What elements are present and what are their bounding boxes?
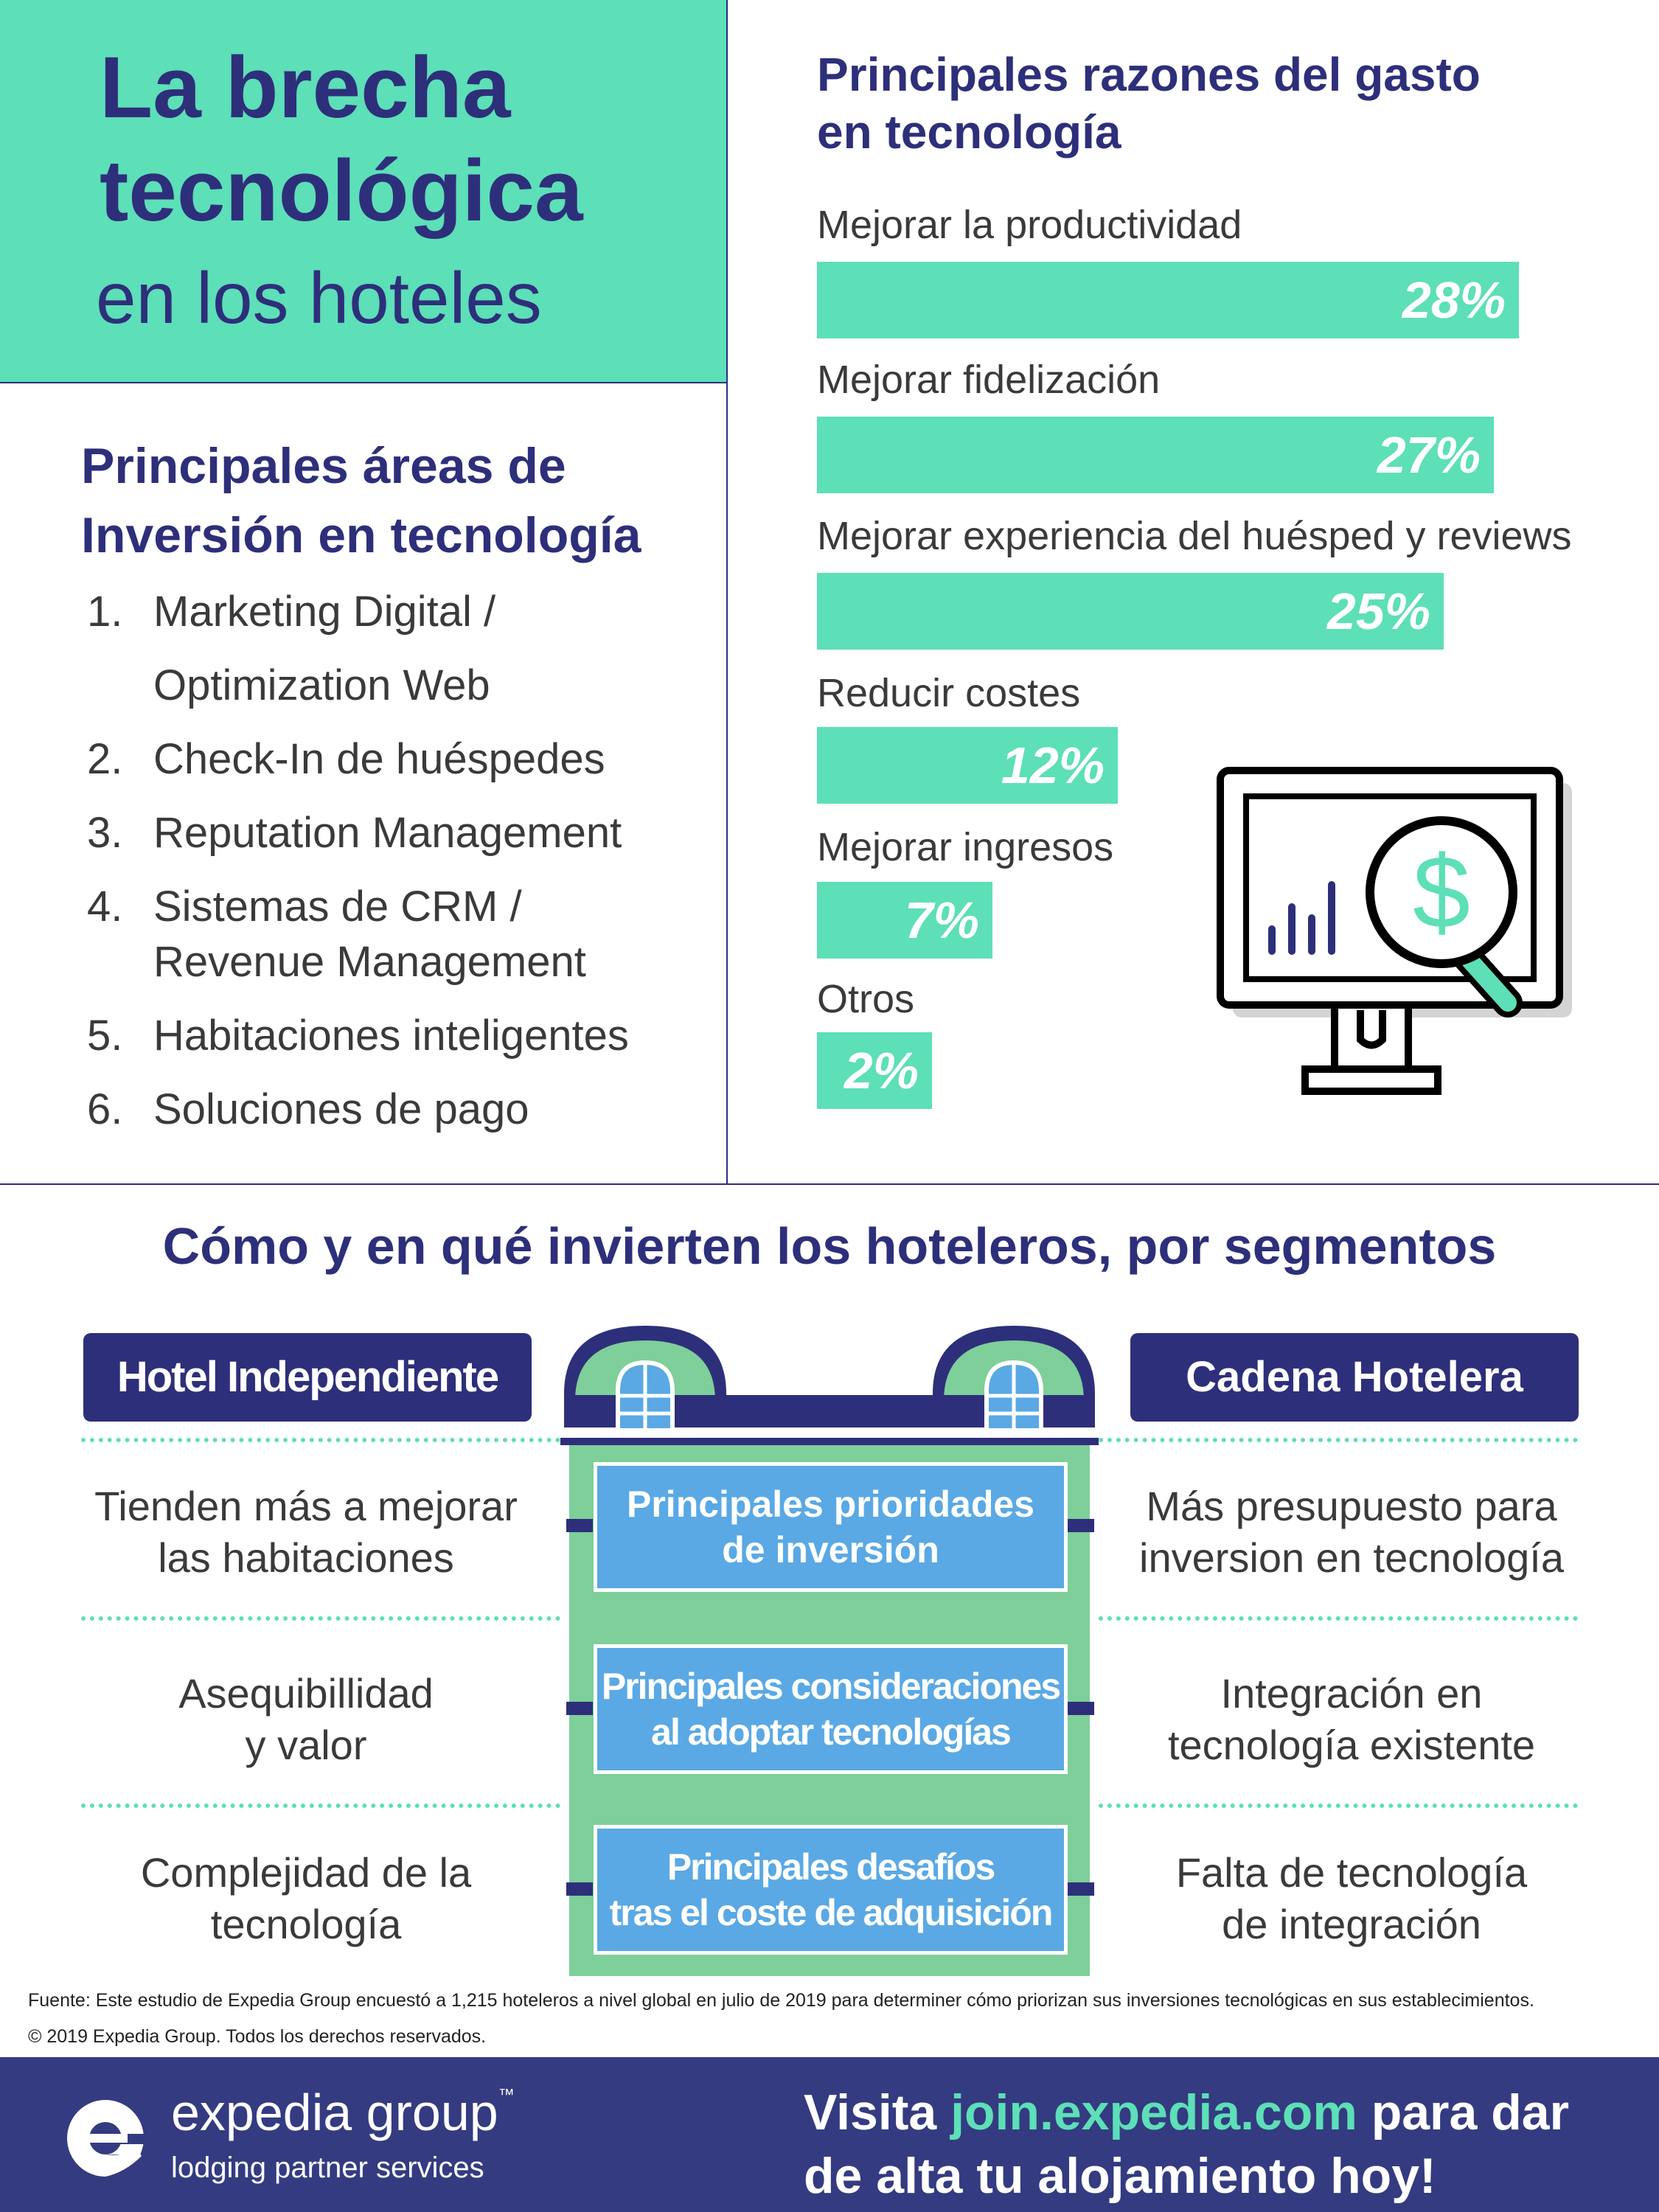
segment-text-line-1: Tienden más a mejorar	[94, 1483, 518, 1529]
reason-bar	[817, 882, 992, 959]
reason-label: Mejorar experiencia del huésped y reviews	[817, 514, 1572, 558]
dotted-divider	[81, 1616, 560, 1621]
reasons-heading	[817, 46, 1628, 161]
area-text-continued: Optimization Web	[153, 661, 490, 709]
connector-right	[1068, 1882, 1094, 1896]
reason-label: Mejorar fidelización	[817, 358, 1161, 402]
reasons-heading-line-2: en tecnología	[817, 105, 1121, 159]
reason-bar	[817, 727, 1118, 804]
monitor-dollar-magnifier-icon	[1217, 767, 1600, 1113]
dotted-divider	[81, 1438, 560, 1442]
trademark-symbol: ™	[498, 2085, 515, 2104]
reason-label: Reducir costes	[817, 671, 1081, 715]
center-box-investment-priorities	[594, 1462, 1068, 1592]
reason-value: 25%	[1326, 582, 1430, 640]
connector-right	[1068, 1519, 1094, 1532]
independent-row-3	[55, 1847, 557, 1950]
cta-line-1	[804, 2081, 1644, 2144]
connector-right	[1068, 1702, 1094, 1715]
call-to-action	[804, 2081, 1644, 2208]
center-box-adoption-considerations	[594, 1644, 1068, 1774]
brand-subtitle: lodging partner services	[171, 2152, 484, 2184]
cta-prefix: Visita	[804, 2084, 951, 2140]
segment-text-line-1: Asequibillidad	[178, 1670, 434, 1717]
title-line-2: tecnológica	[100, 142, 583, 240]
area-number: 3.	[87, 809, 123, 857]
segment-text-line-1: Integración en	[1220, 1670, 1483, 1717]
hotel-chain-badge: Cadena Hotelera	[1130, 1333, 1579, 1422]
reason-value: 7%	[904, 891, 979, 949]
independent-row-2	[55, 1668, 557, 1771]
left-horizontal-divider	[0, 382, 726, 383]
dotted-divider	[1099, 1804, 1578, 1808]
segment-text-line-1: Más presupuesto para	[1146, 1483, 1557, 1529]
segment-text-line-2: inversion en tecnología	[1139, 1534, 1564, 1581]
reason-bar	[817, 573, 1444, 650]
independent-hotel-badge: Hotel Independiente	[83, 1333, 532, 1422]
reason-value: 2%	[844, 1042, 919, 1099]
center-box-line-2: tras el coste de adquisición	[609, 1892, 1052, 1933]
area-number: 1.	[87, 588, 123, 636]
area-text: Sistemas de CRM /	[153, 883, 522, 931]
area-number: 5.	[87, 1012, 123, 1060]
area-text: Habitaciones inteligentes	[153, 1012, 629, 1060]
center-box-line-1: Principales prioridades	[627, 1484, 1034, 1525]
area-number: 2.	[87, 735, 123, 783]
connector-left	[566, 1882, 593, 1896]
brand-name	[171, 2084, 515, 2141]
area-number: 4.	[87, 883, 123, 931]
middle-horizontal-divider	[0, 1183, 1659, 1185]
center-box-line-1: Principales consideraciones	[601, 1666, 1060, 1707]
reasons-heading-line-1: Principales razones del gasto	[817, 48, 1481, 101]
chain-row-2	[1101, 1668, 1602, 1771]
areas-heading-line-1: Principales áreas de	[81, 438, 566, 494]
reason-value: 28%	[1402, 271, 1506, 329]
segments-heading: Cómo y en qué invierten los hoteleros, por segmentos	[162, 1217, 1497, 1275]
title-line-3: en los hoteles	[96, 257, 542, 338]
center-box-line-1: Principales desafíos	[667, 1846, 995, 1888]
reason-label: Mejorar ingresos	[817, 825, 1114, 869]
reason-bar	[817, 1032, 932, 1109]
segment-text-line-2: tecnología existente	[1167, 1722, 1536, 1768]
center-box-line-2: al adoptar tecnologías	[651, 1711, 1010, 1753]
reason-value: 27%	[1377, 426, 1481, 484]
areas-heading-line-2: Inversión en tecnología	[81, 507, 641, 563]
chain-row-3	[1101, 1847, 1602, 1950]
source-note: Fuente: Este estudio de Expedia Group encuestó a 1,215 hoteleros a nivel global en julio de 2019 para determiner cómo priorizan sus inversiones tecnológicas en sus establecimientos.	[28, 1990, 1534, 2011]
cta-link[interactable]: join.expedia.com	[950, 2084, 1357, 2140]
center-box-line-2: de inversión	[722, 1529, 939, 1571]
dotted-divider	[1099, 1616, 1578, 1621]
svg-text:$: $	[1413, 834, 1470, 950]
title-line-1: La brecha	[100, 39, 511, 136]
segment-text-line-1: Falta de tecnología	[1175, 1849, 1528, 1896]
dotted-divider	[81, 1804, 560, 1808]
connector-left	[566, 1519, 593, 1532]
independent-row-1	[55, 1481, 557, 1584]
segment-text-line-2: de integración	[1222, 1901, 1481, 1947]
copyright: © 2019 Expedia Group. Todos los derechos reservados.	[28, 2026, 487, 2047]
brand-name-text: expedia group	[171, 2084, 498, 2141]
area-text: Reputation Management	[153, 809, 622, 857]
segment-text-line-1: Complejidad de la	[140, 1849, 472, 1896]
cta-line-2: de alta tu alojamiento hoy!	[804, 2148, 1436, 2204]
reason-bar	[817, 417, 1494, 493]
reason-bar	[817, 262, 1519, 338]
reason-label: Otros	[817, 977, 915, 1021]
areas-heading	[81, 431, 723, 570]
area-text-continued: Revenue Management	[153, 938, 586, 986]
area-text: Check-In de huéspedes	[153, 735, 605, 783]
segment-text-line-2: las habitaciones	[158, 1534, 454, 1581]
segment-text-line-2: tecnología	[210, 1901, 402, 1947]
dotted-divider	[1099, 1438, 1578, 1442]
reason-label: Mejorar la productividad	[817, 203, 1242, 247]
cta-suffix: para dar	[1357, 2084, 1570, 2140]
chain-row-1	[1101, 1481, 1602, 1584]
connector-left	[566, 1702, 593, 1715]
expedia-e-logo-icon	[65, 2096, 150, 2184]
reason-value: 12%	[1001, 737, 1105, 794]
area-number: 6.	[87, 1085, 123, 1133]
center-box-acquisition-challenges	[594, 1825, 1068, 1955]
area-text: Soluciones de pago	[153, 1085, 529, 1133]
segment-text-line-2: y valor	[245, 1722, 367, 1768]
area-text: Marketing Digital /	[153, 588, 496, 636]
